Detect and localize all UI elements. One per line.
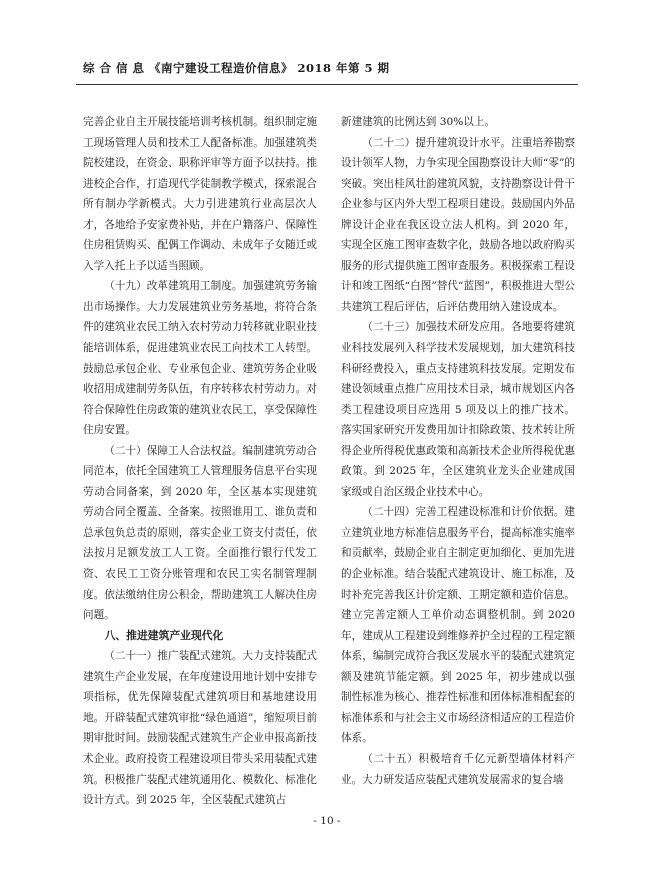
section-heading-8: 八、推进建筑产业现代化 (104, 628, 224, 642)
paragraph-20: （二十）保障工人合法权益。编制建筑劳动合同范本，依托全国建筑工人管理服务信息平台实现劳动合同备案，到 2020 年，全区基本实现建筑劳动合同全覆盖、全备案。按照谁用工、谁负责和总承包负总责的原则，落实企业工资支付责任，依法按月足额发放工人工资。全面推行银行代发工资、农民工工资分账管理和农民工实名制管理制度。依法缴纳住房公积金，帮助建筑工人解决住房问题。 (83, 444, 317, 622)
paragraph-21: （二十一）推广装配式建筑。大力支持装配式建筑生产企业发展，在年度建设用地计划中安排专项指标，优先保障装配式建筑项目和基地建设用地。开辟装配式建筑审批“绿色通道”，缩短项目前期审批时间。鼓励装配式建筑生产企业申报高新技术企业。政府投资工程建设项目带头采用装配式建筑。积极推广装配式建筑通用化、模数化、标准化设计方式。到 2025 年，全区装配式建筑占 (83, 650, 317, 807)
header-rule (76, 84, 578, 85)
paragraph-24: （二十四）完善工程建设标准和计价依据。建立建筑业地方标准信息服务平台，提高标准实施率和贡献率，鼓励企业自主制定更加细化、更加先进的企业标准。结合装配式建筑设计、施工标准，及时补充完善我区计价定额、工期定额和造价信息。建立完善定额人工单价动态调整机制。到 2020 年，建成从工程建设到维修养护全过程的工程定额体系，编制完成符合我区发展水平的装配式建筑定额及建筑节能定额。到 2025 年，初步建成以强制性标准为核心、推荐性标准和团体标准相配套的标准体系和与社会主义市场经济相适应的工程造价体系。 (341, 506, 575, 745)
paragraph-21-continuation: 新建建筑的比例达到 30%以上。 (341, 116, 496, 128)
left-column (83, 112, 317, 811)
paragraph-25: （二十五）积极培育千亿元新型墙体材料产业。大力研发适应装配式建筑发展需求的复合墙 (341, 752, 575, 786)
right-column (341, 112, 575, 790)
paragraph-22: （二十二）提升建筑设计水平。注重培养勘察设计领军人物，力争实现全国勘察设计大师“零”的突破。突出桂风壮韵建筑风貌，支持勘察设计骨干企业参与区内外大型工程项目建设。鼓励国内外品牌设计企业在我区设立法人机构。到 2020 年，实现全区施工图审查数字化，鼓励各地以政府购买服务的形式提供施工图审查服务。积极探索工程设计和竣工图纸“白图”替代“蓝图”，积极推进大型公共建筑工程后评估，后评估费用纳入建设成本。 (341, 136, 575, 313)
paragraph-19: （十九）改革建筑用工制度。加强建筑劳务输出市场操作。大力发展建筑业劳务基地，将符合条件的建筑业农民工纳入农村劳动力转移就业职业技能培训体系，促进建筑业农民工向技术工人转型。鼓励总承包企业、专业承包企业、建筑劳务企业吸收招用成建制劳务队伍，有序转移农村劳动力。对符合保障性住房政策的建筑业农民工，享受保障性住房安置。 (83, 280, 317, 437)
paragraph-23: （二十三）加强技术研发应用。各地要将建筑业科技发展列入科学技术发展规划，加大建筑科技科研经费投入，重点支持建筑科技发展。定期发布建设领域重点推广应用技术目录，城市规划区内各类工程建设项目应选用 5 项及以上的推广技术。落实国家研究开发费用加计扣除政策、技术转让所得企业所得税优惠政策和高新技术企业所得税优惠政策。到 2025 年，全区建筑业龙头企业建成国家级或自治区级企业技术中心。 (341, 321, 575, 498)
paragraph-continuation: 完善企业自主开展技能培训考核机制。组织制定施工现场管理人员和技术工人配备标准。加强建筑类院校建设，在资金、职称评审等方面予以扶持。推进校企合作，打造现代学徒制教学模式，探索混合所有制办学新模式。大力引进建筑行业高层次人才，各地给予安家费补贴，并在户籍落户、保障性住房租赁购买、配偶工作调动、未成年子女随迁或入学入托上予以适当照顾。 (83, 116, 317, 272)
page-number: - 10 - (313, 815, 341, 827)
journal-header: 综 合 信 息 《南宁建设工程造价信息》 2018 年第 5 期 (83, 61, 390, 75)
